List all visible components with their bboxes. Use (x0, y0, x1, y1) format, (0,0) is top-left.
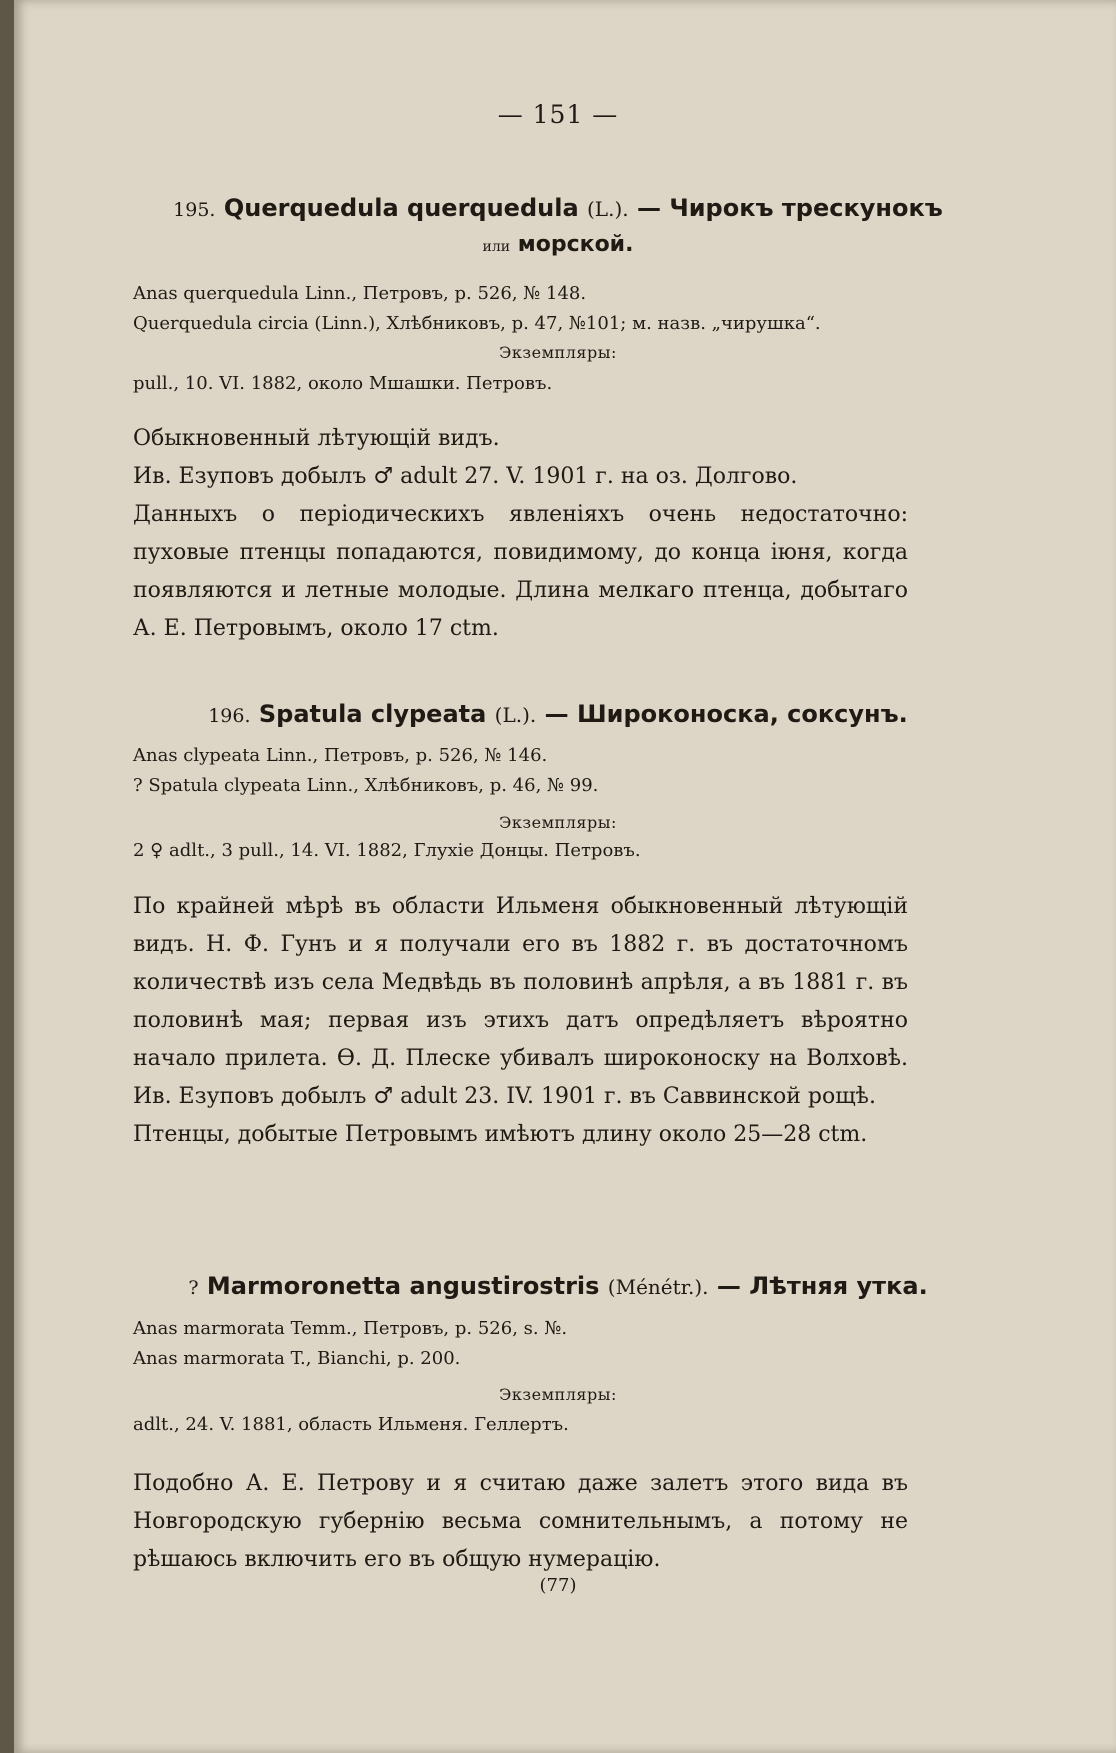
synonym-line: Anas marmorata Temm., Петровъ, р. 526, s. №. (133, 1318, 568, 1339)
folio-number: (77) (539, 1575, 577, 1596)
common-name: Широконоска, соксунъ. (577, 700, 908, 728)
entry-number: 196. (208, 705, 251, 727)
entry-heading-196 (0, 700, 1116, 728)
author: (Ménétr.). (607, 1275, 709, 1299)
synonym-line: ? Spatula clypeata Linn., Хлѣбниковъ, р. 46, № 99. (133, 775, 599, 796)
specimen-line: adlt., 24. V. 1881, область Ильменя. Геллертъ. (133, 1414, 569, 1435)
dash: — (636, 194, 661, 222)
specimens-label: Экземпляры: (499, 1385, 617, 1404)
specimens-label: Экземпляры: (499, 343, 617, 362)
entry-number: 195. (173, 199, 216, 221)
author: (L.). (494, 703, 537, 727)
paragraph: Ив. Езуповъ добылъ ♂ adult 27. V. 1901 г. на оз. Долгово. (133, 464, 798, 489)
paragraph: Птенцы, добытые Петровымъ имѣютъ длину около 25—28 ctm. (133, 1122, 868, 1147)
latin-name: Querquedula querquedula (223, 194, 579, 222)
common-name: Чирокъ трескунокъ (669, 194, 943, 222)
synonym-line: Anas clypeata Linn., Петровъ, р. 526, № 146. (133, 745, 548, 766)
latin-name: Spatula clypeata (258, 700, 487, 728)
entry-heading-195 (0, 194, 1116, 222)
synonym-line: Anas marmorata T., Bianchi, р. 200. (133, 1348, 461, 1369)
common-name: Лѣтняя утка. (749, 1272, 928, 1300)
paragraph: Подобно А. Е. Петрову и я считаю даже залетъ этого вида въ Новгородскую губернію весьма сомнительнымъ, а потому не рѣшаюсь включить его въ общую нумерацію. (133, 1471, 908, 1572)
paragraph: По крайней мѣрѣ въ области Ильменя обыкновенный лѣтующій видъ. Н. Ф. Гунъ и я получали его въ 1882 г. въ достаточномъ количествѣ изъ села Медвѣдь въ половинѣ апрѣля, а въ 1881 г. въ половинѣ мая; первая изъ этихъ датъ опредѣляетъ вѣроятно начало прилета. Ѳ. Д. Плеске убивалъ широконоску на Волховѣ. Ив. Езуповъ добылъ ♂ adult 23. IV. 1901 г. въ Саввинской рощѣ. (133, 894, 908, 1109)
heading-conjunction: или (482, 239, 511, 255)
heading-continuation (0, 232, 1116, 257)
latin-name: Marmoronetta angustirostris (206, 1272, 600, 1300)
page-number: — 151 — (497, 100, 619, 129)
specimen-line: pull., 10. VI. 1882, около Мшашки. Петровъ. (133, 373, 553, 394)
specimens-label: Экземпляры: (499, 813, 617, 832)
synonym-line: Anas querquedula Linn., Петровъ, р. 526, № 148. (133, 283, 587, 304)
paragraph: Обыкновенный лѣтующій видъ. (133, 426, 500, 451)
entry-text-195 (133, 420, 908, 648)
synonym-line: Querquedula circia (Linn.), Хлѣбниковъ, р. 47, №101; м. назв. „чирушка“. (133, 313, 821, 334)
specimen-line: 2 ♀ adlt., 3 pull., 14. VI. 1882, Глухіе Донцы. Петровъ. (133, 840, 641, 861)
dash: — (716, 1272, 741, 1300)
entry-heading-marmoronetta (0, 1272, 1116, 1300)
entry-number: ? (188, 1277, 199, 1299)
entry-text-marmoronetta (133, 1465, 908, 1579)
dash: — (544, 700, 569, 728)
paragraph: Данныхъ о періодическихъ явленіяхъ очень недостаточно: пуховые птенцы попадаются, повидимому, до конца іюня, когда появляются и летные молодые. Длина мелкаго птенца, добытаго А. Е. Петровымъ, около 17 ctm. (133, 502, 908, 641)
heading-subname: морской. (517, 232, 634, 257)
author: (L.). (587, 197, 629, 221)
entry-text-196 (133, 888, 908, 1154)
